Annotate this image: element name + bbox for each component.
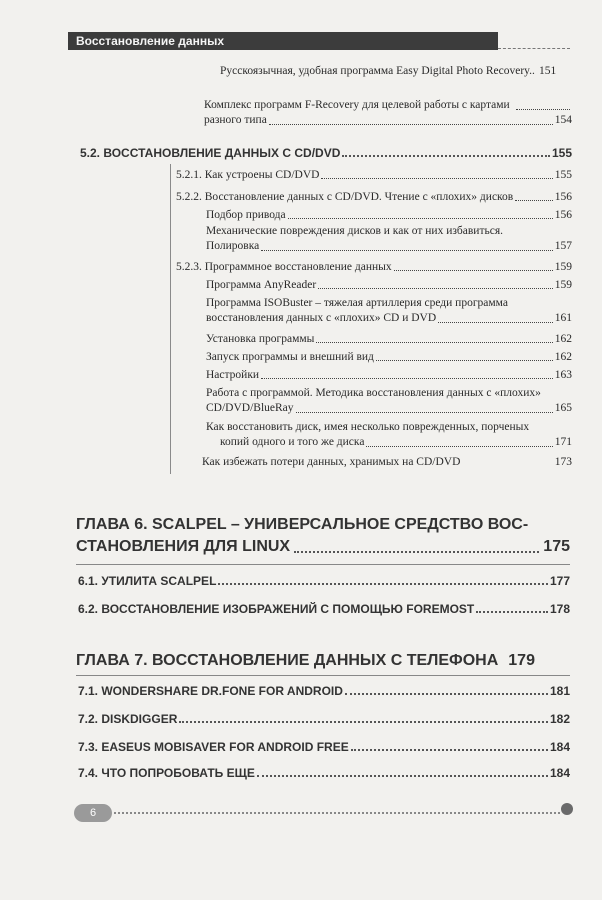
toc-entry-avoid-loss bbox=[202, 455, 572, 469]
toc-entry-text-line1: Работа с программой. Методика восстановления данных с «плохих» bbox=[206, 387, 541, 399]
toc-entry-text-line2: CD/DVD/BlueRay bbox=[206, 402, 294, 414]
chapter-title-line1: ГЛАВА 6. SCALPEL – УНИВЕРСАЛЬНОЕ СРЕДСТВО ВОС- bbox=[76, 516, 529, 533]
toc-section-5-2 bbox=[80, 146, 572, 160]
toc-entry-text: 7.1. WONDERSHARE DR.FONE FOR ANDROID bbox=[78, 684, 343, 698]
toc-entry-text: Программа AnyReader bbox=[206, 279, 317, 291]
toc-page-number: 162 bbox=[554, 333, 572, 345]
toc-page-number: 171 bbox=[554, 436, 572, 448]
toc-entry-5-2-1 bbox=[176, 168, 572, 182]
toc-entry-launch bbox=[206, 350, 572, 364]
toc-entry-anyreader bbox=[206, 278, 572, 292]
running-header bbox=[68, 32, 498, 50]
toc-entry-text: Установка программы bbox=[206, 333, 315, 345]
toc-chapter-6 bbox=[76, 514, 570, 558]
toc-entry-text: 7.4. ЧТО ПОПРОБОВАТЬ ЕЩЕ bbox=[78, 766, 255, 780]
header-dashed-rule bbox=[498, 48, 570, 49]
toc-section-7-2 bbox=[78, 712, 570, 726]
toc-section-7-4 bbox=[78, 766, 570, 780]
toc-page-number: 175 bbox=[543, 538, 570, 555]
toc-page-number: 155 bbox=[551, 146, 572, 160]
toc-page-number: 184 bbox=[549, 740, 570, 754]
toc-entry-text: 5.2. ВОССТАНОВЛЕНИЕ ДАННЫХ С CD/DVD bbox=[80, 146, 341, 160]
toc-entry-text: Как избежать потери данных, хранимых на CD/DVD bbox=[202, 456, 461, 468]
toc-page-number: 182 bbox=[549, 712, 570, 726]
footer-page-number-text: 6 bbox=[89, 807, 97, 819]
toc-entry-text: Русскоязычная, удобная программа Easy Digital Photo Recovery.. bbox=[220, 65, 535, 77]
toc-page-number: 163 bbox=[554, 369, 572, 381]
toc-section-7-3 bbox=[78, 740, 570, 754]
toc-entry-text-line1: Как восстановить диск, имея несколько поврежденных, порченых bbox=[206, 421, 530, 433]
toc-page-number: 173 bbox=[554, 456, 572, 468]
chapter-rule bbox=[76, 564, 570, 565]
subsection-guide-line bbox=[170, 164, 171, 474]
toc-entry-f-recovery bbox=[204, 98, 572, 128]
toc-page-number: 178 bbox=[549, 602, 570, 616]
toc-entry-5-2-3 bbox=[176, 260, 572, 274]
toc-page-number: 177 bbox=[549, 574, 570, 588]
toc-page-number: 155 bbox=[554, 169, 572, 181]
toc-page-number: 159 bbox=[554, 279, 572, 291]
toc-section-7-1 bbox=[78, 684, 570, 698]
toc-entry-text: 6.2. ВОССТАНОВЛЕНИЕ ИЗОБРАЖЕНИЙ С ПОМОЩЬЮ FOREMOST bbox=[78, 602, 475, 616]
toc-page-number: 165 bbox=[554, 402, 572, 414]
toc-section-6-2 bbox=[78, 602, 570, 616]
toc-entry-text-line2: копий одного и того же диска bbox=[220, 436, 365, 448]
toc-page-number: 151 bbox=[538, 65, 557, 77]
toc-entry-damage bbox=[206, 224, 572, 254]
running-header-title: Восстановление данных bbox=[76, 34, 225, 48]
footer-dotted-rule bbox=[114, 812, 560, 814]
toc-entry-restore-disc bbox=[206, 420, 572, 450]
toc-page-number: 156 bbox=[554, 191, 572, 203]
toc-entry-text-line2: Полировка bbox=[206, 240, 260, 252]
footer-bullet-icon bbox=[561, 803, 573, 815]
toc-entry-text-line1: Программа ISOBuster – тяжелая артиллерия среди программа bbox=[206, 297, 508, 309]
toc-entry-drive bbox=[206, 208, 572, 222]
toc-entry-text: Подбор привода bbox=[206, 209, 286, 221]
toc-entry-isobuster bbox=[206, 296, 572, 326]
toc-entry-install bbox=[206, 332, 572, 346]
toc-page-number: 154 bbox=[554, 114, 572, 126]
toc-page-number: 161 bbox=[554, 312, 572, 324]
chapter-title: ГЛАВА 7. ВОССТАНОВЛЕНИЕ ДАННЫХ С ТЕЛЕФОНА bbox=[76, 652, 499, 669]
toc-page-number: 156 bbox=[554, 209, 572, 221]
toc-entry-easy-digital-photo bbox=[220, 64, 572, 78]
toc-page-number: 157 bbox=[554, 240, 572, 252]
toc-page-number: 184 bbox=[549, 766, 570, 780]
chapter-rule bbox=[76, 675, 570, 676]
toc-entry-text: 5.2.3. Программное восстановление данных bbox=[176, 261, 392, 273]
footer-page-number bbox=[74, 804, 112, 822]
toc-entry-text-line1: Механические повреждения дисков и как от них избавиться. bbox=[206, 225, 503, 237]
toc-page-number: 181 bbox=[549, 684, 570, 698]
toc-entry-text-line1: Комплекс программ F-Recovery для целевой работы с картами bbox=[204, 99, 510, 111]
toc-entry-text: Запуск программы и внешний вид bbox=[206, 351, 374, 363]
toc-entry-text: Настройки bbox=[206, 369, 260, 381]
toc-entry-text-line2: восстановления данных с «плохих» CD и DVD bbox=[206, 312, 437, 324]
toc-page-number: 159 bbox=[554, 261, 572, 273]
toc-section-6-1 bbox=[78, 574, 570, 588]
toc-page-number: 179 bbox=[508, 652, 535, 669]
toc-entry-text: 7.2. DISKDIGGER bbox=[78, 712, 178, 726]
toc-entry-text: 6.1. УТИЛИТА SCALPEL bbox=[78, 574, 217, 588]
toc-entry-text: 5.2.1. Как устроены CD/DVD bbox=[176, 169, 320, 181]
toc-entry-5-2-2 bbox=[176, 190, 572, 204]
toc-entry-text-line2: разного типа bbox=[204, 114, 267, 126]
toc-entry-text: 7.3. EASEUS MOBISAVER FOR ANDROID FREE bbox=[78, 740, 349, 754]
toc-entry-settings bbox=[206, 368, 572, 382]
toc-chapter-7 bbox=[76, 650, 570, 672]
chapter-title-line2: СТАНОВЛЕНИЯ ДЛЯ LINUX bbox=[76, 538, 291, 555]
toc-entry-text: 5.2.2. Восстановление данных с CD/DVD. Чтение с «плохих» дисков bbox=[176, 191, 514, 203]
toc-page-number: 162 bbox=[554, 351, 572, 363]
toc-entry-work bbox=[206, 386, 572, 416]
